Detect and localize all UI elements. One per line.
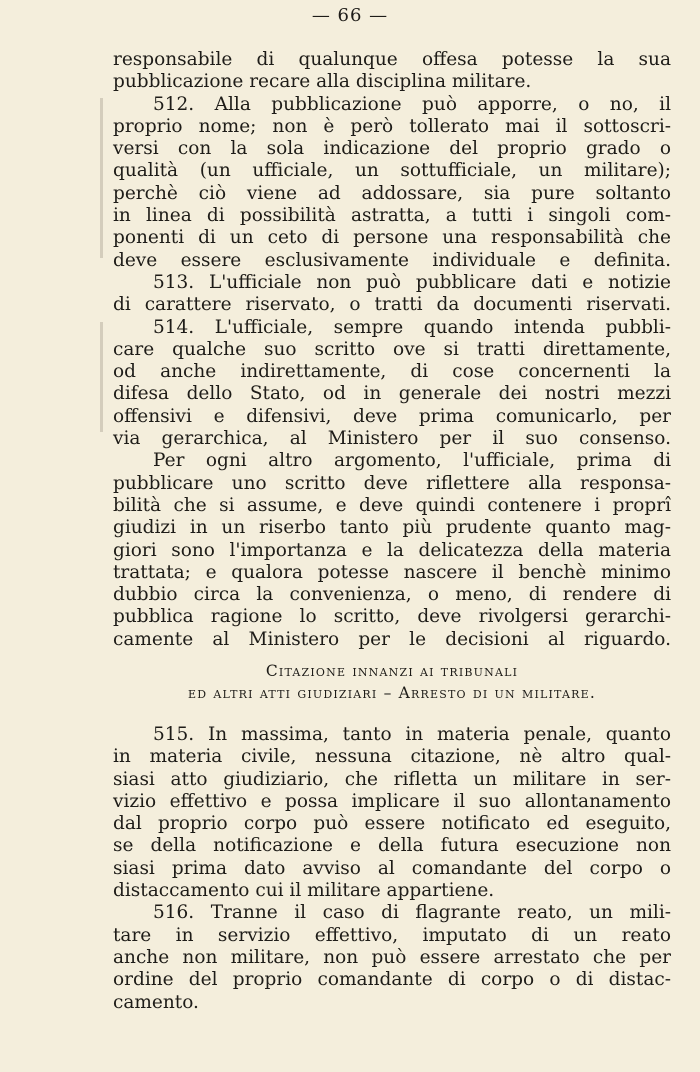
text-line: dubbio circa la convenienza, o meno, di rendere di (113, 584, 671, 606)
text-line: difesa dello Stato, od in generale dei nostri mezzi (113, 383, 671, 405)
text-line: di carattere riservato, o tratti da documenti riservati. (113, 294, 671, 316)
text-line: versi con la sola indicazione del proprio grado o (113, 138, 671, 160)
text-line: pubblicare uno scritto deve riflettere alla responsa- (113, 472, 671, 494)
text-line: siasi atto giudiziario, che rifletta un militare in ser- (113, 768, 671, 790)
text-line: pubblicazione recare alla disciplina militare. (113, 71, 532, 93)
text-line: responsabile di qualunque offesa potesse la sua (113, 49, 671, 70)
text-line: ponenti di un ceto di persone una responsabilità che (113, 227, 671, 249)
text-line: se della notificazione e della futura esecuzione non (113, 835, 671, 857)
body-text-block (113, 724, 671, 1014)
text-line: siasi prima dato avviso al comandante del corpo o (113, 857, 671, 879)
margin-mark (100, 98, 103, 258)
text-line: in linea di possibilità astratta, a tutti i singoli com- (113, 205, 671, 227)
text-line: giori sono l'importanza e la delicatezza della materia (113, 539, 671, 561)
section-heading-line-2: ed altri atti giudiziari – Arresto di un militare. (188, 684, 596, 702)
text-line: ordine del proprio comandante di corpo o di distac- (113, 969, 671, 991)
page-number: — 66 — (311, 5, 389, 26)
text-line: giudizi in un riserbo tanto più prudente quanto mag- (113, 517, 671, 539)
text-line: qualità (un ufficiale, un sottufficiale, un militare); (113, 160, 671, 182)
text-line: vizio effettivo e possa implicare il suo allontanamento (113, 790, 671, 812)
text-line: od anche indirettamente, di cose concernenti la (113, 361, 671, 383)
text-line: dal proprio corpo può essere notificato ed eseguito, (113, 813, 671, 835)
text-line: offensivi e difensivi, deve prima comunicarlo, per (113, 405, 671, 427)
text-line: in materia civile, nessuna citazione, nè altro qual- (113, 746, 671, 768)
text-line: perchè ciò viene ad addossare, sia pure soltanto (113, 182, 671, 204)
section-heading (113, 660, 671, 704)
paragraph-515-start: 515. In massima, tanto in materia penale, quanto (153, 724, 671, 745)
text-line: proprio nome; non è però tollerato mai il sottoscri- (113, 115, 671, 137)
paragraph-513-start: 513. L'ufficiale non può pubblicare dati e notizie (153, 271, 671, 293)
text-line: distaccamento cui il militare appartiene. (113, 880, 495, 902)
margin-mark (100, 322, 103, 432)
text-line: anche non militare, non può essere arrestato che per (113, 946, 671, 968)
text-line: bilità che si assume, e deve quindi contenere i proprî (113, 494, 671, 516)
paragraph-516-start: 516. Tranne il caso di flagrante reato, un mili- (153, 902, 671, 924)
paragraph-512-start: 512. Alla pubblicazione può apporre, o no, il (153, 93, 671, 115)
text-line: pubblica ragione lo scritto, deve rivolgersi gerarchi- (113, 606, 671, 628)
text-line: care qualche suo scritto ove si tratti direttamente, (113, 338, 671, 360)
text-line: camento. (113, 991, 199, 1013)
body-text-block (113, 49, 671, 651)
paragraph-start: Per ogni altro argomento, l'ufficiale, prima di (153, 450, 671, 472)
text-line: trattata; e qualora potesse nascere il benchè minimo (113, 561, 671, 583)
text-line: via gerarchica, al Ministero per il suo consenso. (113, 428, 671, 450)
paragraph-514-start: 514. L'ufficiale, sempre quando intenda pubbli- (153, 316, 671, 338)
text-line: camente al Ministero per le decisioni al riguardo. (113, 628, 671, 650)
text-line: deve essere esclusivamente individuale e definita. (113, 249, 671, 271)
section-heading-line-1: Citazione innanzi ai tribunali (265, 662, 519, 680)
text-line: tare in servizio effettivo, imputato di un reato (113, 924, 671, 946)
